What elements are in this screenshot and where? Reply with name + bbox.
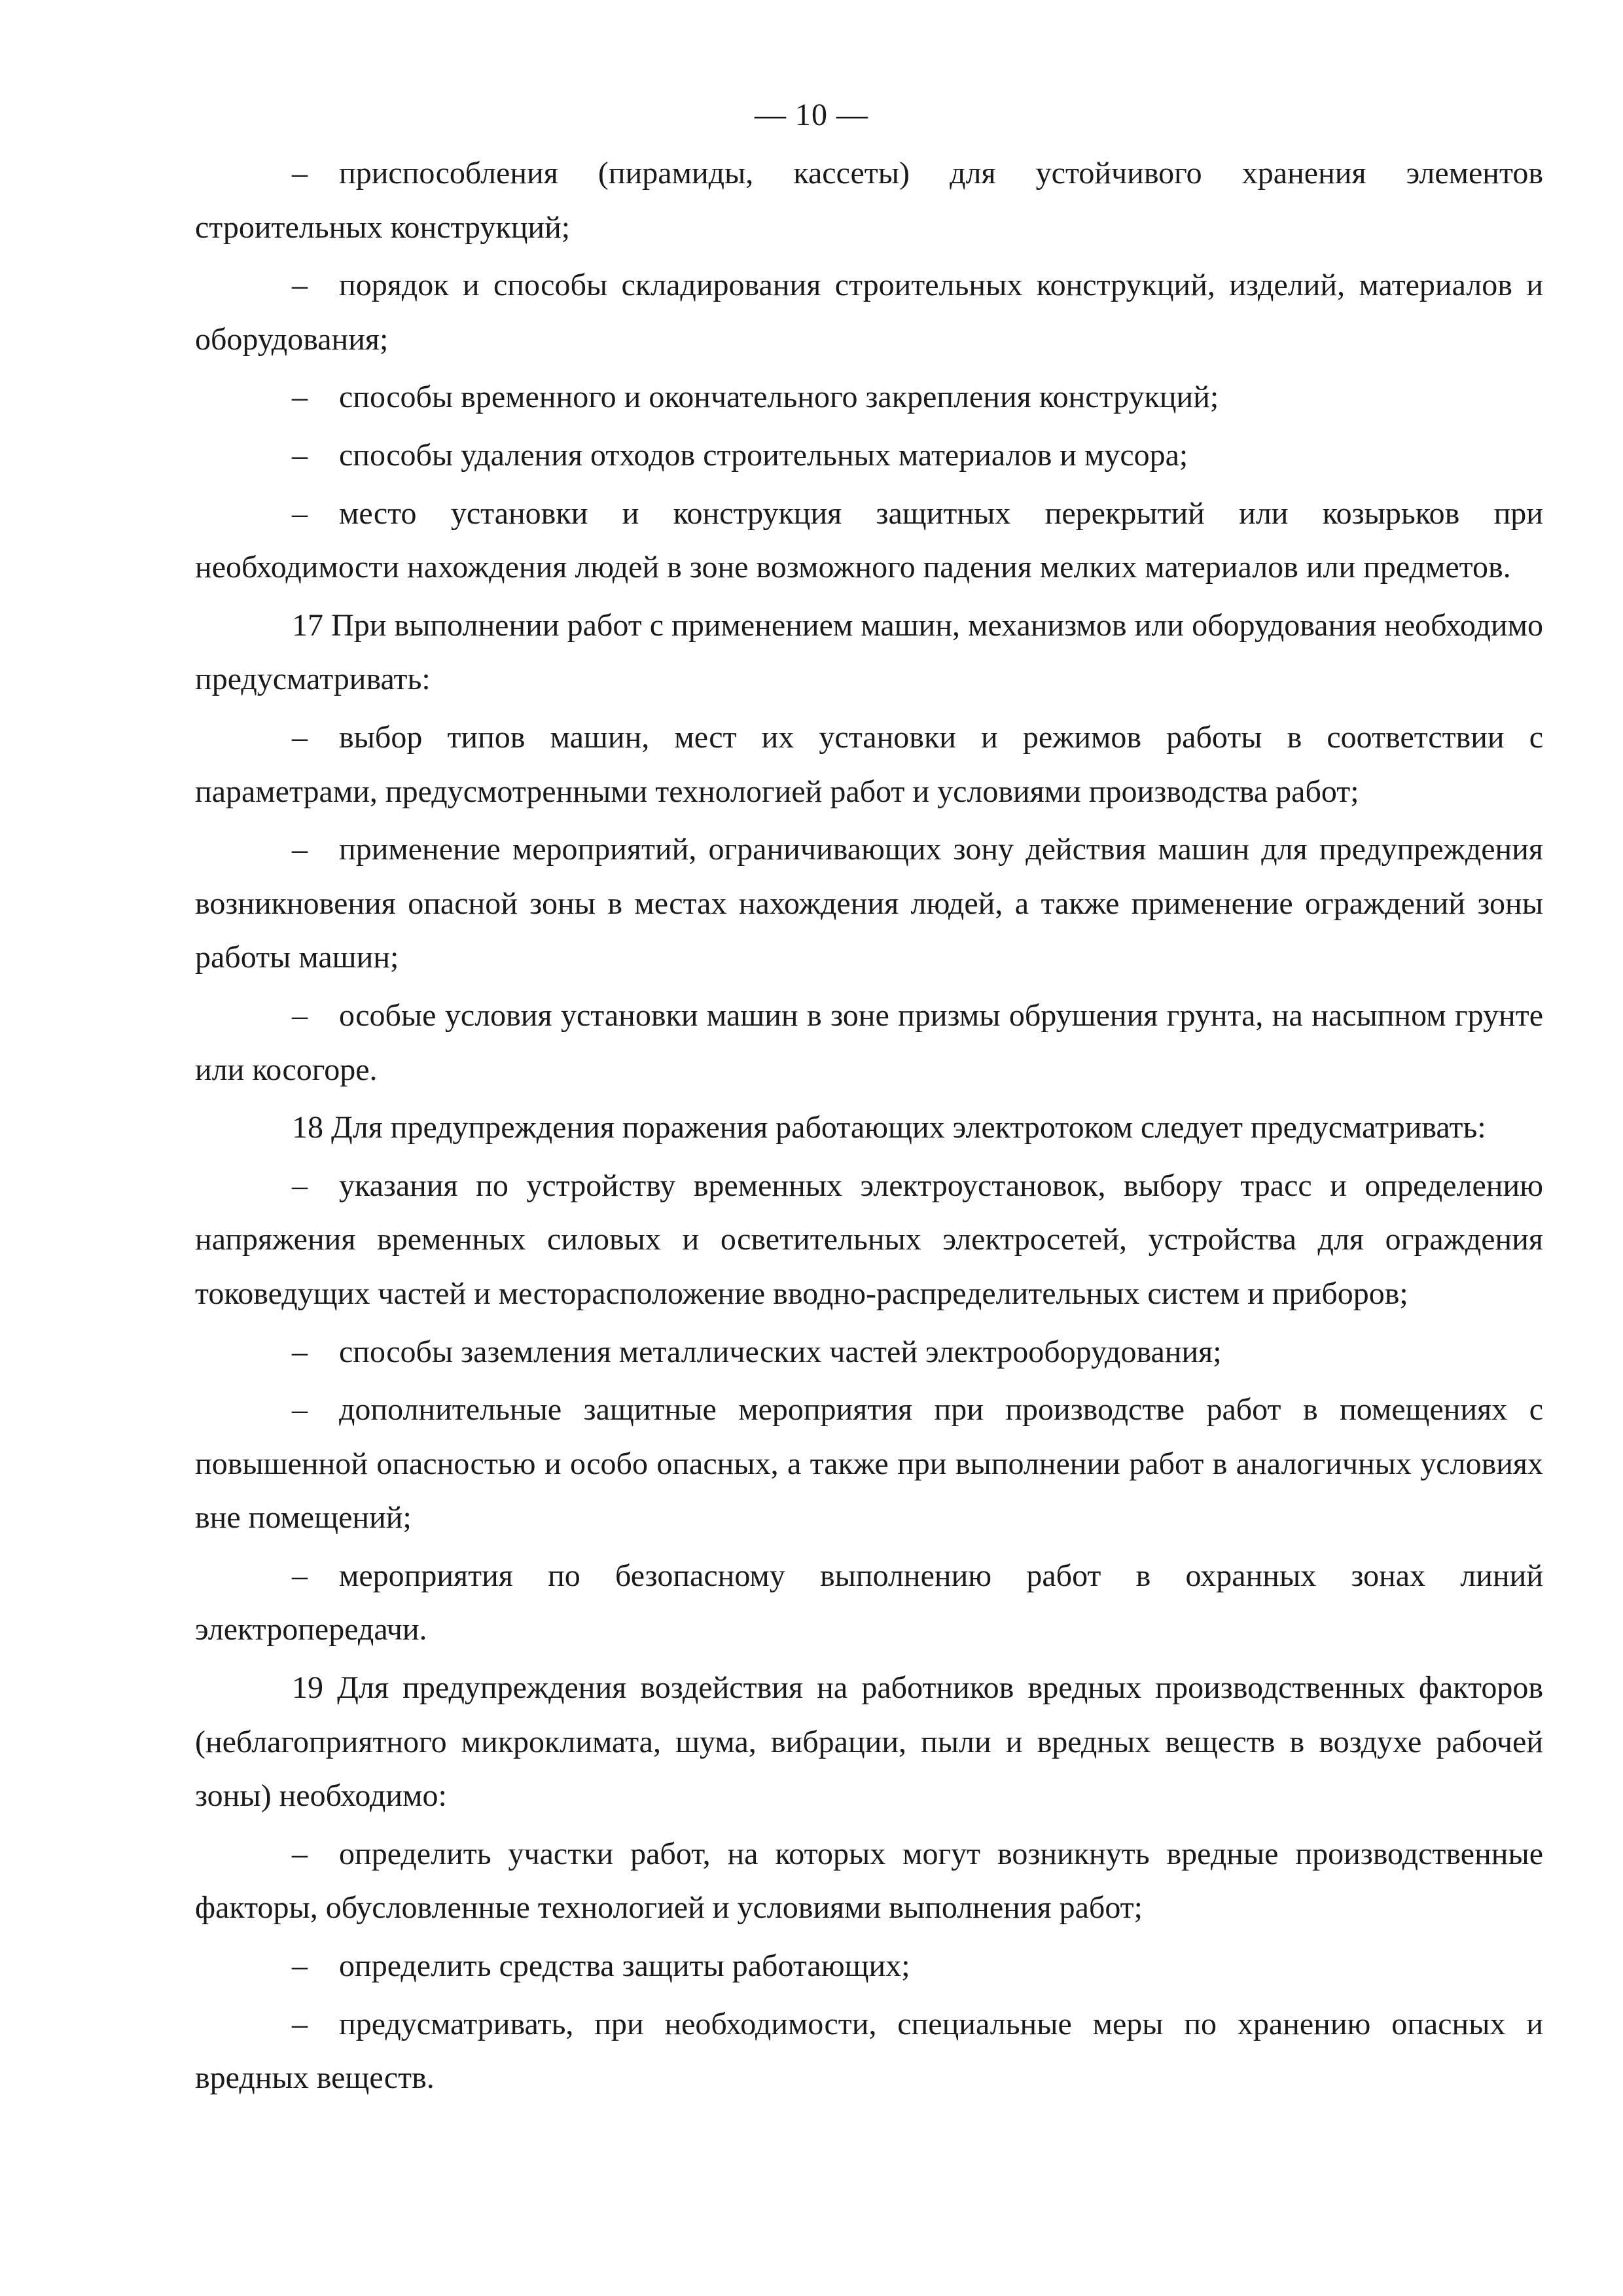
list-item: – способы удаления отходов строительных материалов и мусора;: [195, 429, 1543, 483]
list-item: – определить участки работ, на которых могут возникнуть вредные производственные факторы, обусловленные технологией и условиями выполнения работ;: [195, 1827, 1543, 1935]
list-item: – определить средства защиты работающих;: [195, 1939, 1543, 1994]
list-item: – порядок и способы складирования строительных конструкций, изделий, материалов и оборудования;: [195, 259, 1543, 367]
clause-19: 19 Для предупреждения воздействия на работников вредных производственных факторов (неблагоприятного микроклимата, шума, вибрации, пыли и вредных веществ в воздухе рабочей зоны) необходимо:: [195, 1670, 1543, 1814]
list-item: – особые условия установки машин в зоне призмы обрушения грунта, на насыпном грунте или косогоре.: [195, 989, 1543, 1097]
list-item: – место установки и конструкция защитных перекрытий или козырьков при необходимости нахождения людей в зоне возможного падения мелких материалов или предметов.: [195, 487, 1543, 595]
list-item: – способы временного и окончательного закрепления конструкций;: [195, 370, 1543, 425]
clause-18: 18 Для предупреждения поражения работающих электротоком следует предусматривать:: [292, 1110, 1486, 1145]
list-item: – выбор типов машин, мест их установки и режимов работы в соответствии с параметрами, предусмотренными технологией работ и условиями производства работ;: [195, 711, 1543, 819]
list-item: – применение мероприятий, ограничивающих зону действия машин для предупреждения возникновения опасной зоны в местах нахождения людей, а также применение ограждений зоны работы машин;: [195, 823, 1543, 985]
list-item: – указания по устройству временных электроустановок, выбору трасс и определению напряжения временных силовых и осветительных электросетей, устройства для ограждения токоведущих частей и месторасположение вводно-распределительных систем и приборов;: [195, 1159, 1543, 1321]
list-item: – приспособления (пирамиды, кассеты) для устойчивого хранения элементов строительных конструкций;: [195, 147, 1543, 255]
body-text: [195, 147, 1543, 2109]
page-number: — 10 —: [755, 98, 868, 132]
list-item: – предусматривать, при необходимости, специальные меры по хранению опасных и вредных веществ.: [195, 1998, 1543, 2106]
clause-17: 17 При выполнении работ с применением машин, механизмов или оборудования необходимо предусматривать:: [195, 607, 1543, 697]
list-item: – дополнительные защитные мероприятия при производстве работ в помещениях с повышенной опасностью и особо опасных, а также при выполнении работ в аналогичных условиях вне помещений;: [195, 1383, 1543, 1545]
list-item: – способы заземления металлических частей электрооборудования;: [195, 1325, 1543, 1380]
list-item: – мероприятия по безопасному выполнению работ в охранных зонах линий электропередачи.: [195, 1549, 1543, 1657]
